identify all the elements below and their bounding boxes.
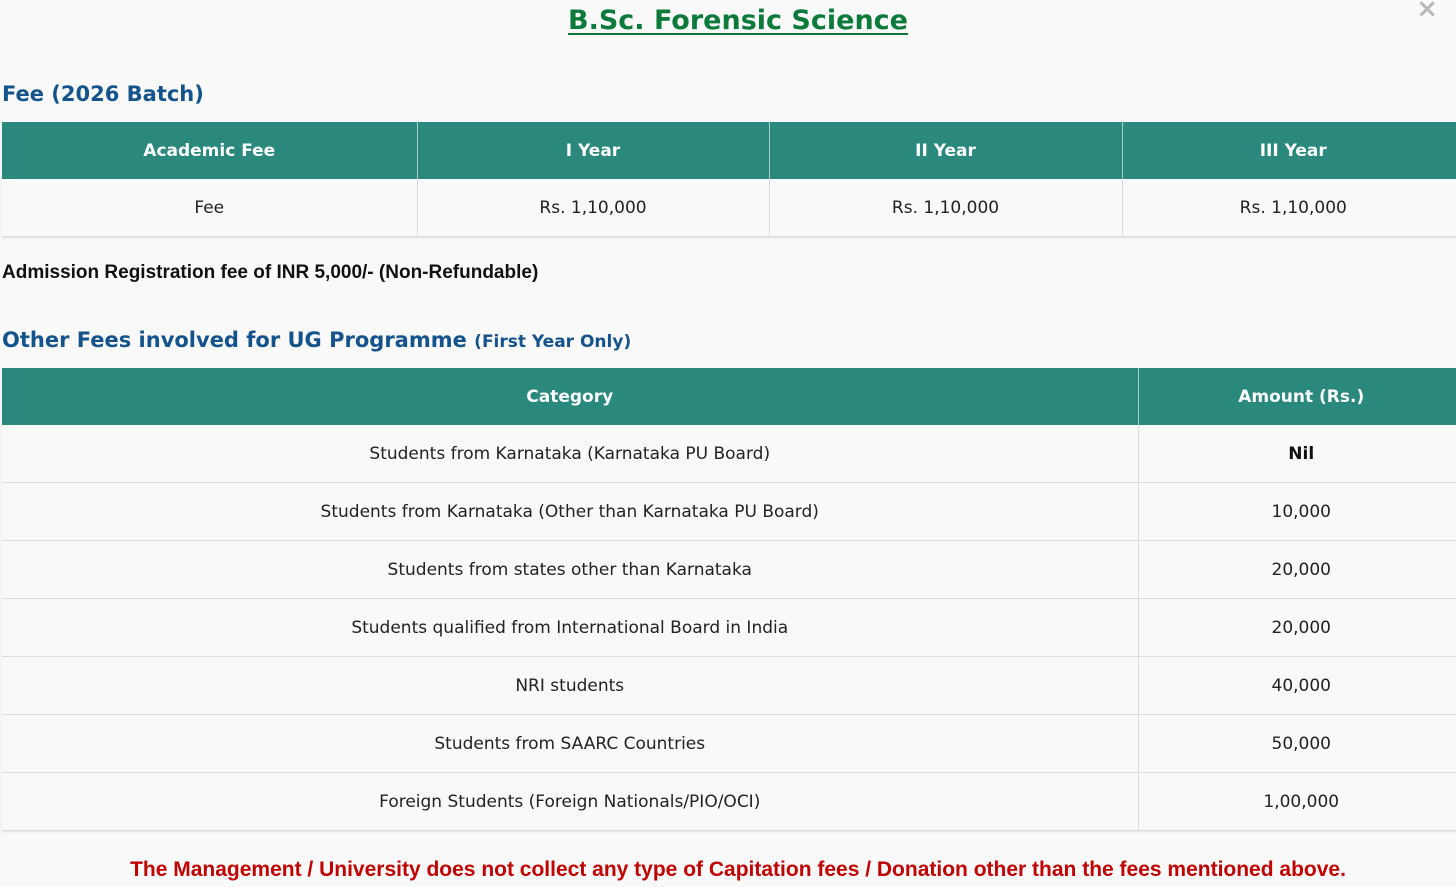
category-cell: Students from states other than Karnataka	[2, 541, 1138, 599]
other-fees-table	[2, 368, 1456, 831]
column-header-third-year: III Year	[1122, 122, 1456, 179]
table-row	[2, 773, 1456, 831]
admission-fee-note: Admission Registration fee of INR 5,000/- (Non-Refundable)	[2, 262, 539, 283]
amount-cell: 50,000	[1138, 715, 1456, 773]
column-header-amount: Amount (Rs.)	[1138, 368, 1456, 425]
other-fees-heading-qualifier: (First Year Only)	[474, 332, 632, 352]
table-row	[2, 599, 1456, 657]
category-cell: Students from Karnataka (Other than Karnataka PU Board)	[2, 483, 1138, 541]
amount-cell: 10,000	[1138, 483, 1456, 541]
amount-cell: Nil	[1138, 425, 1456, 483]
table-row	[2, 425, 1456, 483]
amount-cell: 20,000	[1138, 599, 1456, 657]
category-cell: Students qualified from International Board in India	[2, 599, 1138, 657]
category-cell: Students from SAARC Countries	[2, 715, 1138, 773]
fee-table	[2, 122, 1456, 237]
column-header-academic-fee: Academic Fee	[2, 122, 417, 179]
fee-third-year-value: Rs. 1,10,000	[1122, 179, 1456, 237]
category-cell: NRI students	[2, 657, 1138, 715]
column-header-category: Category	[2, 368, 1138, 425]
fee-second-year-value: Rs. 1,10,000	[769, 179, 1122, 237]
category-cell: Students from Karnataka (Karnataka PU Board)	[2, 425, 1138, 483]
category-cell: Foreign Students (Foreign Nationals/PIO/OCI)	[2, 773, 1138, 831]
capitation-disclaimer: The Management / University does not collect any type of Capitation fees / Donation other than the fees mentioned above.	[130, 858, 1346, 881]
column-header-first-year: I Year	[417, 122, 769, 179]
table-row	[2, 179, 1456, 237]
amount-cell: 20,000	[1138, 541, 1456, 599]
fee-row-label: Fee	[2, 179, 417, 237]
page-title: B.Sc. Forensic Science	[568, 5, 908, 36]
fee-section-heading: Fee (2026 Batch)	[2, 82, 204, 106]
table-row	[2, 657, 1456, 715]
table-row	[2, 541, 1456, 599]
table-row	[2, 483, 1456, 541]
close-icon[interactable]: ×	[1416, 0, 1438, 24]
amount-cell: 40,000	[1138, 657, 1456, 715]
table-row	[2, 715, 1456, 773]
other-fees-heading	[2, 328, 631, 352]
other-fees-header-row	[2, 368, 1456, 425]
other-fees-heading-text: Other Fees involved for UG Programme	[2, 328, 467, 352]
fee-table-header-row	[2, 122, 1456, 179]
column-header-second-year: II Year	[769, 122, 1122, 179]
amount-cell: 1,00,000	[1138, 773, 1456, 831]
fee-first-year-value: Rs. 1,10,000	[417, 179, 769, 237]
